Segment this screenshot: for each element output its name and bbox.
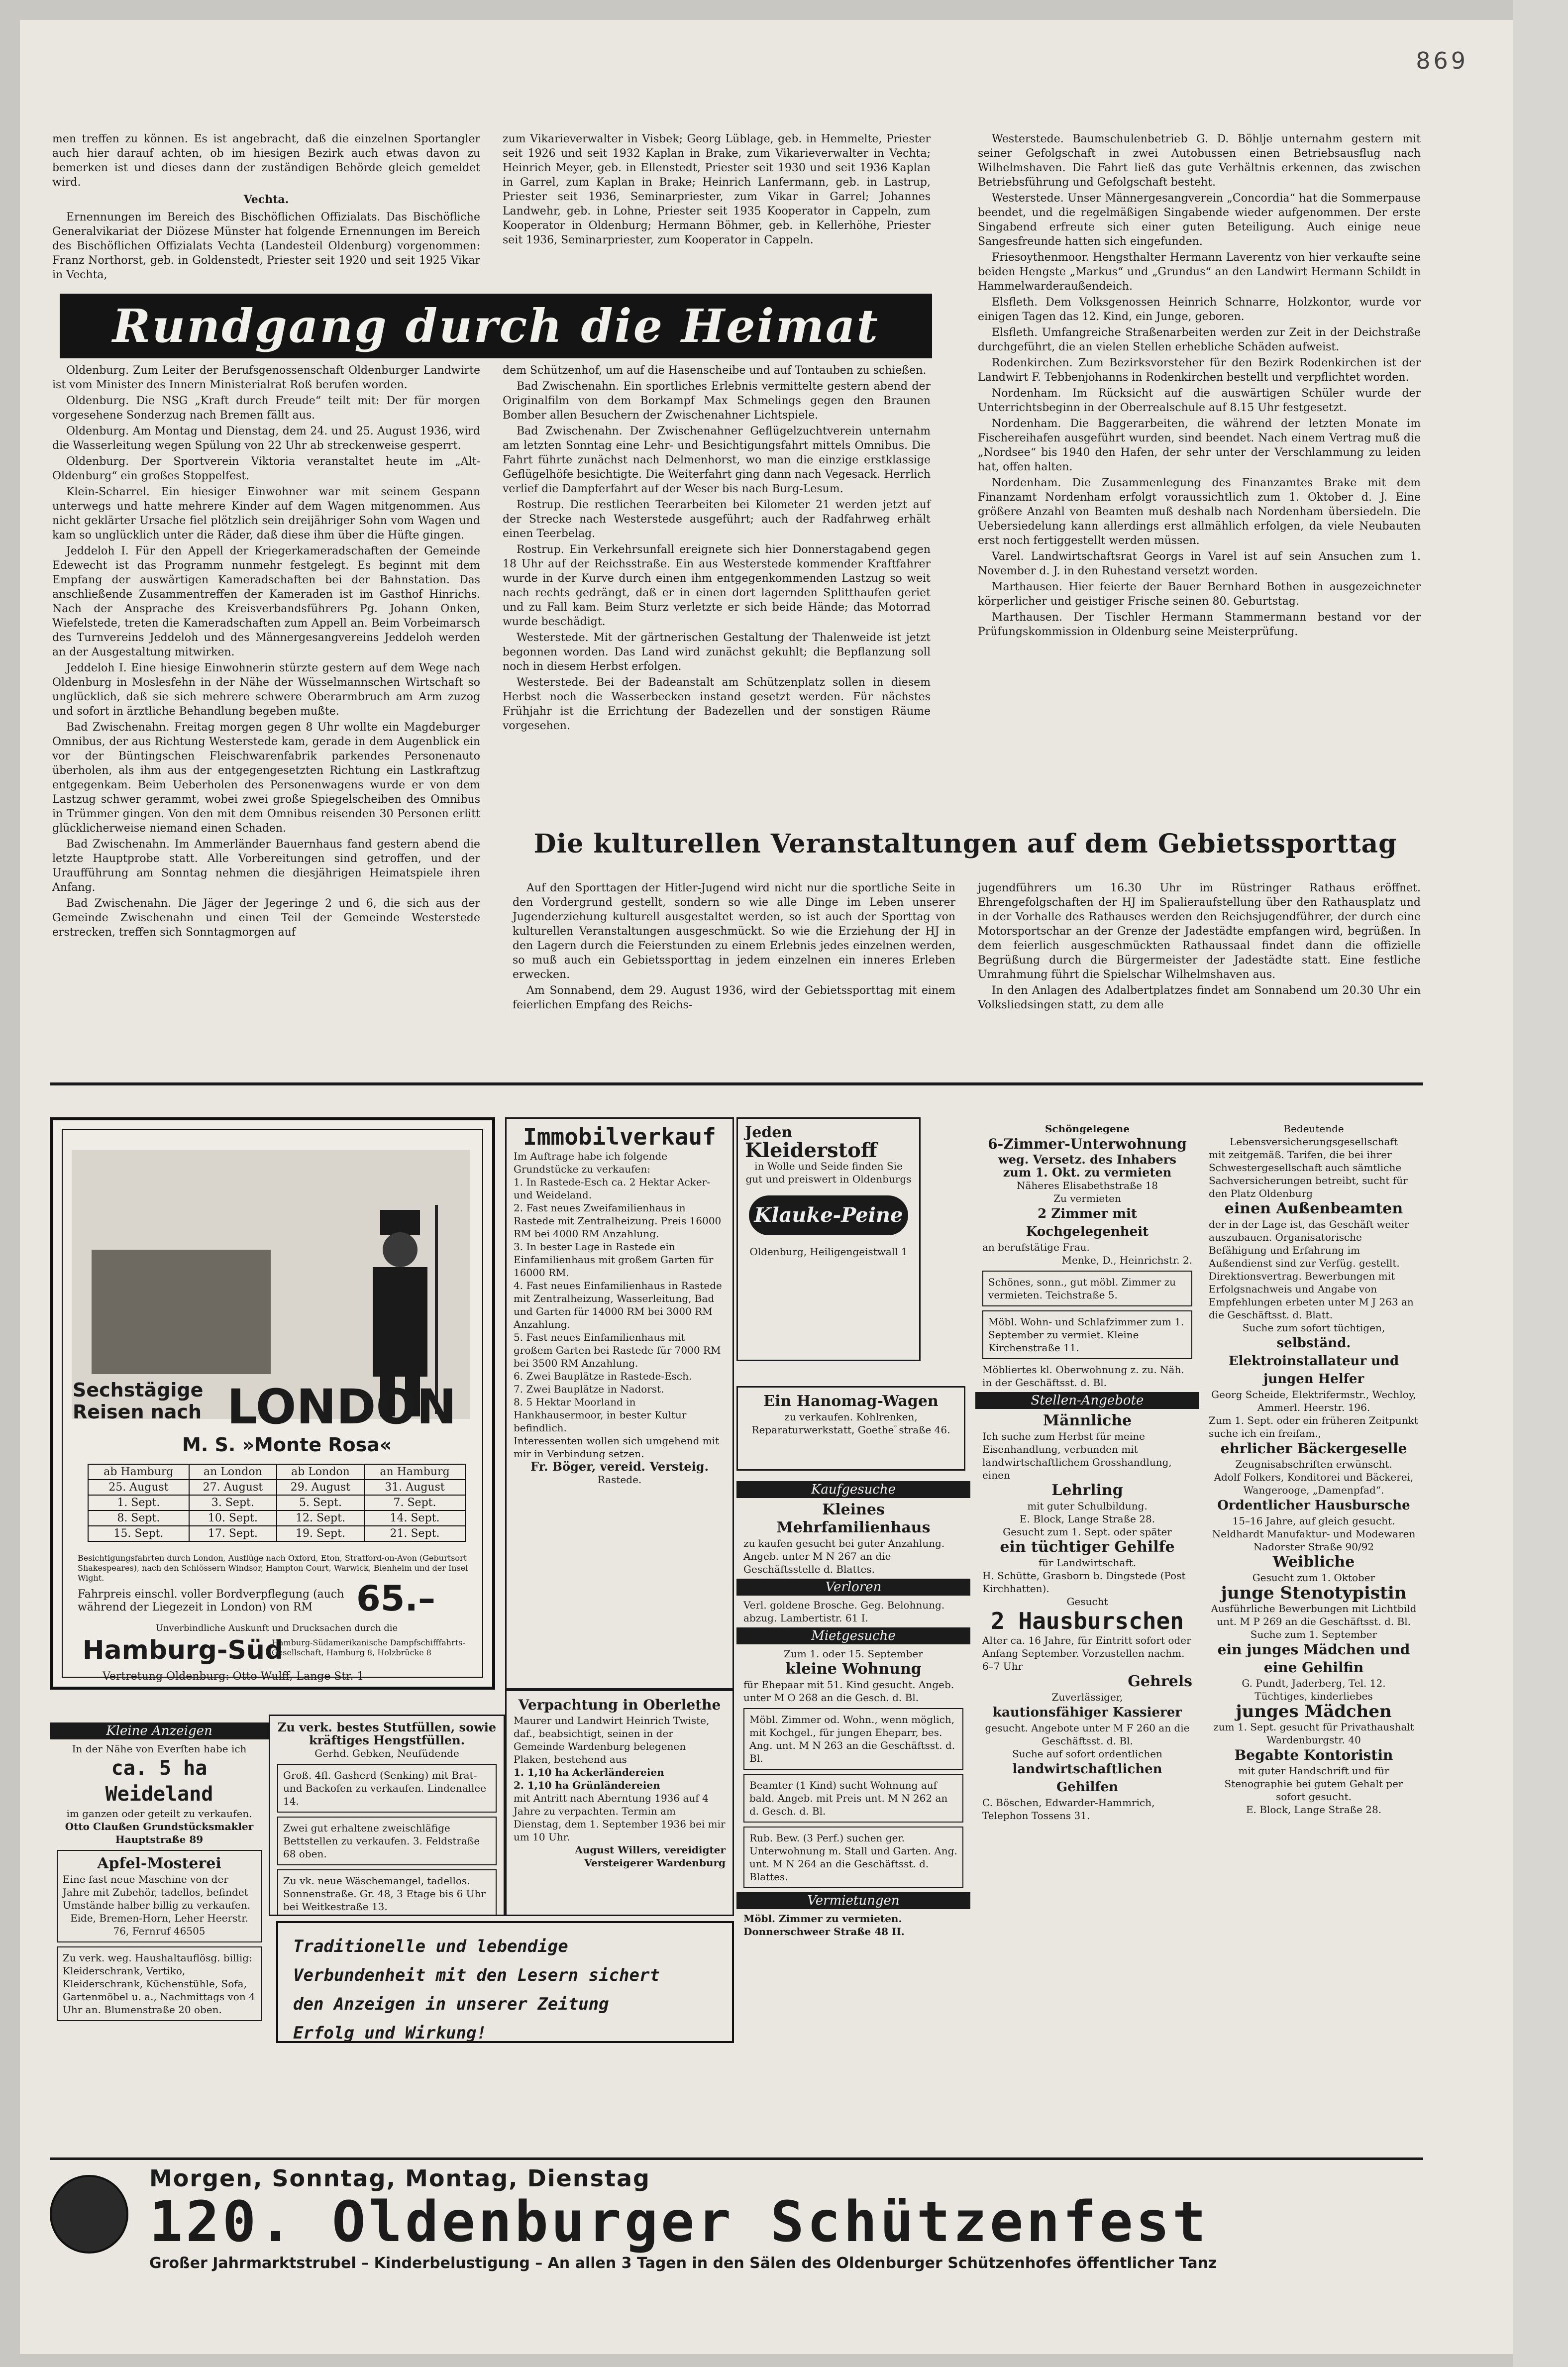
ad-text: Tüchtiges, kinderliebes: [1254, 1690, 1373, 1702]
table-header: ab Hamburg: [88, 1464, 189, 1480]
news-item: Jeddeloh I. Für den Appell der Kriegerkameradschaften der Gemeinde Edewecht ist das Programm nunmehr festgelegt. Es beginnt mit dem Empfang der auswärtigen Kameradschaften bei der Bahnstation. Das anschließende Zusammentreffen der Kameraden ist im Gasthof Hinrichs. Nach der Ansprache des Kreisverbandsführers Pg. Johann Onken, Wiefelstede, treten die Kameradschaften zum Appell an. Beim Vorbeimarsch des Turnvereins Jeddeloh und des Männergesangvereins Jeddeloh werden an der Ausgestaltung mitwirken.: [52, 545, 480, 658]
ad-text: In der Nähe von Everſten habe ich: [72, 1743, 247, 1755]
ad-title: Weibliche: [1272, 1553, 1355, 1571]
ad-text: mit Antritt nach Aberntung 1936 auf 4 Jahre zu verpachten. Termin am Dienstag, dem 1. September 1936 bei mir um 10 Uhr.: [514, 1792, 726, 1843]
ad-text: an berufstätige Frau.: [982, 1241, 1090, 1253]
schedule-table: [88, 1464, 466, 1542]
ship-name: M. S. »Monte Rosa«: [182, 1434, 392, 1456]
news-item: Marthausen. Hier feierte der Bauer Bernhard Bothen in ausgezeichneter körperlicher und geistiger Frische seinen 80. Geburtstag.: [978, 581, 1421, 608]
ad-text: 8. 5 Hektar Moorland in Hankhausermoor, in bester Kultur befindlich.: [514, 1396, 687, 1434]
representation: Vertretung Oldenburg: Otto Wulff, Lange Str. 1: [103, 1670, 364, 1683]
paragraph: jugendführers um 16.30 Uhr im Rüstringer Rathaus eröffnet. Ehrengefolgschaften der HJ im Spalieraufstellung über den Rathausplatz und in der Vorhalle des Rathauses werden den Reichsjugendführer, der durch eine Motorsportschar an der Grenze der Jadestädte empfangen wird, begrüßen. In dem feierlich ausgeschmückten Rathaussaal findet dann die offizielle Begrüßung durch die Bürgermeister der Jadestädte statt. Eine festliche Umrahmung führt die Spielschar Wilhelmshaven aus.: [978, 882, 1421, 981]
table-cell: 12. Sept.: [277, 1510, 364, 1526]
ad-text: zu kaufen gesucht bei guter Anzahlung. Angeb. unter M N 267 an die Geschäftsstelle d. Blattes.: [743, 1537, 945, 1575]
news-item: Bad Zwischenahn. Die Jäger der Jegeringe 2 und 6, die sich aus der Gemeinde Zwischenahn und einen Teil der Gemeinde Westerstede erstrecken, treffen sich Sonntagmorgen auf: [52, 897, 480, 939]
news-item: Westerstede. Bei der Badeanstalt am Schützenplatz sollen in diesem Herbst noch die Wasserbecken instand gesetzt werden. Für nächstes Frühjahr ist die Errichtung der Badezellen und der sonstigen Räume vorgesehen.: [503, 676, 931, 732]
ad-text: Zum 1. Sept. oder ein früheren Zeitpunkt suche ich ein freiſam.,: [1209, 1414, 1418, 1439]
news-item: Westerstede. Mit der gärtnerischen Gestaltung der Thalenweide ist jetzt begonnen worden. Das Land wird zunächst gekuhlt; die Bepflanzung soll noch in diesem Herbst erfolgen.: [503, 632, 931, 673]
slogan-line: den Anzeigen in unserer Zeitung: [293, 1994, 609, 2014]
top-article-col1: [52, 132, 480, 284]
ad-text: Zwei gut erhaltene zweischläfige Bettstellen zu verkaufen. 3. Feldstraße 68 oben.: [277, 1817, 497, 1865]
right-ads-column: [1202, 1117, 1426, 2073]
news-item: Rodenkirchen. Zum Bezirksvorsteher für den Bezirk Rodenkirchen ist der Landwirt F. Tebbenjohanns in Rodenkirchen bestellt und verpflichtet worden.: [978, 357, 1421, 384]
section-bar: Mietgesuche: [736, 1627, 970, 1644]
company-name: Hamburg-Süd: [83, 1635, 284, 1665]
london-travel-ad: [50, 1117, 495, 1690]
section-bar: Stellen-Angebote: [975, 1392, 1199, 1409]
table-cell: 10. Sept.: [189, 1510, 277, 1526]
footer-details: Großer Jahrmarktstrubel – Kinderbelustigung – An allen 3 Tagen in den Sälen des Oldenburger Schützenhofes öffentlicher Tanz: [149, 2255, 1217, 2272]
news-item: Bad Zwischenahn. Im Ammerländer Bauernhaus fand gestern abend die letzte Hauptprobe statt. Alle Vorbereitungen sind getroffen, und der Uraufführung am Sonntag nehmen die diesjährigen Heimatspiele ihren Anfang.: [52, 838, 480, 894]
ad-text: 3. In bester Lage in Rastede ein Einfamilienhaus mit großem Garten für 16000 RM.: [514, 1241, 714, 1279]
ad-title: einen Außenbeamten: [1224, 1200, 1403, 1217]
ad-title: kleine Wohnung: [785, 1660, 922, 1678]
news-item: Elsfleth. Dem Volksgenossen Heinrich Schnarre, Holzkontor, wurde vor einigen Tagen das 12. Kind, ein Junge, geboren.: [978, 296, 1421, 323]
section-bar: Kleine Anzeigen: [50, 1722, 269, 1739]
tradition-slogan: [276, 1921, 734, 2043]
ad-title: ein junges Mädchen und eine Gehilfin: [1217, 1641, 1410, 1676]
ad-text: Rub. Bew. (3 Perf.) suchen ger. Unterwohnung m. Stall und Garten. Ang. unt. M N 264 an die Geschäftsst. d. Blattes.: [743, 1827, 963, 1888]
ad-address: Oldenburg, Heiligengeistwall 1: [749, 1246, 908, 1258]
slogan-line: Verbundenheit mit den Lesern sichert: [293, 1965, 660, 1985]
ad-text: Gesucht zum 1. Oktober: [1252, 1572, 1375, 1584]
ad-text: Eine fast neue Maschine von der Jahre mit Zubehör, tadellos, befindet Umstände halber billig zu verkaufen.: [63, 1873, 251, 1911]
ad-text: 4. Fast neues Einfamilienhaus in Rastede mit Zentralheizung, Wasserleitung, Bad und Garten für 14000 RM bei 3000 RM Anzahlung.: [514, 1280, 722, 1330]
news-item: dem Schützenhof, um auf die Hasenscheibe und auf Tontauben zu schießen.: [503, 364, 927, 377]
ad-sign: Fr. Böger, vereid. Versteig.: [530, 1459, 709, 1474]
ad-title: selbständ. Elektroinstallateur und jungen Helfer: [1228, 1336, 1399, 1387]
news-item: Westerstede. Unser Männergesangverein „Concordia“ hat die Sommerpause beendet, und die regelmäßigen Singabende wieder aufgenommen. Der erste Singabend erfreute sich einer guten Beteiligung. Auch einige neue Sangesfreunde hatten sich eingefunden.: [978, 192, 1421, 248]
news-item: Nordenham. Die Zusammenlegung des Finanzamtes Brake mit dem Finanzamt Nordenham erfolgt voraussichtlich zum 1. Oktober d. J. Eine größere Anzahl von Beamten muß deshalb nach Nordenham übersiedeln. Die Uebersiedelung kann allerdings erst allmählich erfolgen, da viele Neubauten erst noch fertiggestellt werden müssen.: [978, 477, 1421, 547]
excursion-note: Besichtigungsfahrten durch London, Ausflüge nach Oxford, Eton, Stratford-on-Avon (Geburtsort Shakespeares), nach den Schlössern Windsor, Hampton Court, Warwick, Blenheim und der Insel Wight.: [78, 1553, 468, 1583]
news-item: Bad Zwischenahn. Freitag morgen gegen 8 Uhr wollte ein Magdeburger Omnibus, der aus Richtung Westerstede kam, gerade in dem Augenblick ein vor der Büntingschen Fleischwarenfabrik parkendes Personenauto überholen, als ihm aus der entgegengesetzten Richtung ein Lastkraftzug entgegenkam. Beim Ueberholen des Personenwagens wurde er von dem Lastzug schwer gerammt, wobei zwei große Spiegelscheiben des Omnibus in Trümmer gingen. Von den mit dem Omnibus reisenden 30 Personen erlitt glücklicherweise niemand einen Schaden.: [52, 721, 480, 835]
ad-text: in Wolle und Seide finden Sie gut und preiswert in Oldenburgs: [745, 1160, 912, 1185]
table-cell: 29. August: [277, 1480, 364, 1495]
misc-ads: [269, 1715, 505, 1916]
dateline-vechta: Vechta.: [243, 193, 289, 206]
company-sub: Hamburg-Südamerikanische Dampfschifffahrts-Gesellschaft, Hamburg 8, Holzbrücke 8: [272, 1638, 465, 1657]
ad-text: Bedeutende Lebensversicherungsgesellschaft: [1230, 1123, 1398, 1148]
paragraph: Ernennungen im Bereich des Bischöflichen Offizialats. Das Bischöfliche Generalvikariat der Diözese Münster hat folgende Ernennungen im Bereich des Bischöflichen Offizialats Vechta (Landesteil Oldenburg) vorgenommen: Franz Northorst, geb. in Goldenstedt, Priester seit 1920 und seit 1925 Vikar in Vechta,: [52, 211, 480, 281]
ad-text: im ganzen oder geteilt zu verkaufen.: [66, 1808, 252, 1820]
ad-title: Ein Hanomag-Wagen: [763, 1393, 939, 1410]
ad-text: Gesucht zum 1. Sept. oder später: [1003, 1526, 1172, 1538]
ad-text: Möbl. Wohn- und Schlafzimmer zum 1. September zu vermiet. Kleine Kirchenstraße 11.: [982, 1310, 1192, 1359]
table-cell: 8. Sept.: [88, 1510, 189, 1526]
fare-text: Fahrpreis einschl. voller Bordverpflegung (auch während der Liegezeit in London) von RM: [78, 1588, 344, 1614]
ad-text: mit guter Schulbildung.: [1027, 1500, 1148, 1512]
ad-text: 5. Fast neues Einfamilienhaus mit großem Garten bei Rastede für 7000 RM bei 3500 RM Anzahlung.: [514, 1331, 721, 1369]
ad-text: Möbliertes kl. Oberwohnung z. zu. Näh. in der Geschäftsst. d. Bl.: [982, 1364, 1184, 1389]
top-article-col2: [503, 132, 931, 249]
ad-text: gesucht. Angebote unter M F 260 an die Geschäftsst. d. Bl.: [985, 1722, 1190, 1747]
ad-sign: H. Schütte, Grasborn b. Dingstede (Post Kirchhatten).: [982, 1570, 1186, 1595]
news-item: Klein-Scharrel. Ein hiesiger Einwohner war mit seinem Gespann unterwegs und hatte mehrere Kinder auf dem Wagen mitgenommen. Aus nicht geklärter Ursache fiel plötzlich sein dreijähriger Sohn vom Wagen und kam so unglücklich unter die Räder, daß diese ihm über die Hüfte gingen.: [52, 486, 480, 541]
ad-title: 2 Hausburschen: [991, 1608, 1184, 1634]
ad-text: mit zeitgemäß. Tarifen, die bei ihrer Schwestergesellschaft auch sämtliche Sachversicherungen betreibt, sucht für den Platz Oldenburg: [1209, 1149, 1408, 1199]
headline-gebietssporttag: Die kulturellen Veranstaltungen auf dem Gebietssporttag: [533, 829, 1397, 859]
ad-city: LONDON: [227, 1379, 457, 1435]
news-col2: [503, 363, 931, 735]
page-number: 869: [1416, 47, 1468, 74]
section-banner: Rundgang durch die Heimat: [60, 294, 932, 358]
ad-title: Männliche: [1043, 1412, 1132, 1429]
ad-sign: E. Block, Lange Straße 28.: [1019, 1513, 1155, 1525]
ad-text: Ausführliche Bewerbungen mit Lichtbild unt. M P 269 an die Geschäftsst. d. Bl.: [1211, 1603, 1417, 1627]
ad-sign: C. Böschen, Edwarder-Hammrich, Telephon Tossens 31.: [982, 1797, 1155, 1822]
ad-sign: G. Pundt, Jaderberg, Tel. 12.: [1242, 1677, 1386, 1689]
ad-text: Zum 1. oder 15. September: [784, 1648, 923, 1660]
kleiderstoff-ad: [736, 1117, 921, 1361]
ad-text: 15–16 Jahre, auf gleich gesucht.: [1232, 1515, 1395, 1527]
ad-text: Alter ca. 16 Jahre, für Eintritt sofort oder Anfang September. Vorzustellen nachm. 6–7 Uhr: [982, 1634, 1191, 1672]
news-item: Rostrup. Die restlichen Teerarbeiten bei Kilometer 21 werden jetzt auf der Strecke nach Westerstede ausgeführt; auch der Radfahrweg erhält einen Teerbelag.: [503, 499, 931, 540]
table-cell: 7. Sept.: [364, 1495, 465, 1510]
footer-title: 120. Oldenburger Schützenfest: [149, 2190, 1209, 2255]
ad-sign: Eide, Bremen-Horn, Leher Heerstr. 76, Fernruf 46505: [70, 1912, 248, 1937]
ad-text: Zuverlässiger,: [1051, 1691, 1123, 1703]
section-divider: [50, 1082, 1423, 1085]
ad-title: junges Mädchen: [1236, 1702, 1392, 1721]
ad-text: Interessenten wollen sich umgehend mit mir in Verbindung setzen.: [514, 1435, 720, 1460]
news-item: Oldenburg. Der Sportverein Viktoria veranstaltet heute im „Alt-Oldenburg“ ein großes Stoppelfest.: [52, 455, 480, 482]
ad-sign: Menke, D., Heinrichstr. 2.: [1061, 1254, 1192, 1266]
classified-column: [736, 1473, 970, 2065]
ad-text: 1. In Rastede-Esch ca. 2 Hektar Acker- und Weideland.: [514, 1176, 710, 1201]
ad-text: Maurer und Landwirt Heinrich Twiste, daf., beabsichtigt, seinen in der Gemeinde Wardenburg belegenen Plaken, bestehend aus: [514, 1715, 710, 1765]
slogan-line: Traditionelle und lebendige: [293, 1937, 568, 1956]
lease-ad: [505, 1690, 734, 1916]
table-cell: 25. August: [88, 1480, 189, 1495]
ad-text: Zu vk. neue Wäschemangel, tadellos. Sonnenstraße. Gr. 48, 3 Etage bis 6 Uhr bei Weitkestraße 13.: [277, 1869, 497, 1916]
ad-text: Groß. 4fl. Gasherd (Senking) mit Brat- und Backofen zu verkaufen. Lindenallee 14.: [277, 1764, 497, 1813]
ad-sign: Georg Scheide, Elektrifermstr., Wechloy, Ammerl. Heerstr. 196.: [1211, 1389, 1416, 1413]
ad-text: Gesucht: [1066, 1596, 1108, 1608]
news-item: Oldenburg. Am Montag und Dienstag, dem 24. und 25. August 1936, wird die Wasserleitung wegen Spülung von 22 Uhr ab streckenweise gesperrt.: [52, 425, 480, 452]
tower-building: [92, 1250, 271, 1374]
footer-dates: Morgen, Sonntag, Montag, Dienstag: [149, 2165, 650, 2192]
job-ads-column: [975, 1117, 1199, 2073]
ad-item: 1. 1,10 ha Ackerländereien: [514, 1766, 664, 1778]
coat-of-arms-icon: [50, 2175, 128, 2254]
ad-text: Suche zum 1. September: [1250, 1628, 1377, 1640]
news-item: Westerstede. Baumschulenbetrieb G. D. Böhlje unternahm gestern mit seiner Gefolgschaft in zwei Autobussen einen Betriebsausflug nach Wilhelmshaven. Die Fahrt ließ das gute Verhältnis erkennen, das zwischen Betriebsführung und Gefolgschaft besteht.: [978, 133, 1421, 189]
news-item: Oldenburg. Die NSG „Kraft durch Freude“ teilt mit: Der für morgen vorgesehene Sonderzug nach Bremen fällt aus.: [52, 395, 480, 422]
ad-text: 7. Zwei Bauplätze in Nadorst.: [514, 1383, 664, 1395]
ad-text: mit guter Handschrift und für Stenographie bei gutem Gehalt per sofort gesucht.: [1224, 1765, 1403, 1803]
ad-title: Kleines Mehrfamilienhaus: [776, 1501, 931, 1536]
ad-text: Ich suche zum Herbst für meine Eisenhandlung, verbunden mit landwirtschaftlichem Grosshandlung, einen: [982, 1430, 1172, 1481]
ad-text: Näheres Elisabethstraße 18: [1016, 1180, 1158, 1191]
table-header: an Hamburg: [364, 1464, 465, 1480]
table-cell: 21. Sept.: [364, 1526, 465, 1541]
news-item: Bad Zwischenahn. Ein sportliches Erlebnis vermittelte gestern abend der Originalfilm von dem Borkampf Max Schmelings gegen den Braunen Bomber allen Besuchern der Zwischenahner Lichtspiele.: [503, 380, 931, 422]
ad-text: 2. Fast neues Zweifamilienhaus in Rastede mit Zentralheizung. Preis 16000 RM bei 4000 RM Anzahlung.: [514, 1202, 722, 1240]
table-cell: 19. Sept.: [277, 1526, 364, 1541]
ad-title: landwirtschaftlichen Gehilfen: [1012, 1762, 1162, 1795]
tagline-line2: Reisen nach: [73, 1401, 202, 1423]
table-header: ab London: [277, 1464, 364, 1480]
ad-title: junge Stenotypistin: [1221, 1583, 1407, 1603]
ad-sign: Gerhd. Gebken, Neuſüdende: [314, 1747, 459, 1759]
paragraph: Am Sonnabend, dem 29. August 1936, wird der Gebietssporttag mit einem feierlichen Empfang des Reichs-: [513, 984, 955, 1011]
ad-text: der in der Lage ist, das Geschäft weiter auszubauen. Organisatorische Befähigung und Erfahrung im Außendienst sind zur Verfüg. gestellt. Direktionsvertrag. Bewerbungen mit Erfolgsnachweis und Angabe von Empfehlungen erbeten unter M J 263 an die Geschäftsst. d. Blatt.: [1209, 1218, 1414, 1321]
ad-title: Verpachtung in Oberlethe: [518, 1697, 721, 1713]
table-cell: 27. August: [189, 1480, 277, 1495]
ad-title: Kleiderstoff: [745, 1139, 877, 1162]
ad-item: 2. 1,10 ha Grünländereien: [514, 1779, 660, 1791]
table-cell: 31. August: [364, 1480, 465, 1495]
ad-title: Ordentlicher Hausbursche: [1217, 1498, 1410, 1513]
section-bar: Kaufgesuche: [736, 1481, 970, 1498]
ad-sign: August Willers, vereidigter Versteigerer Wardenburg: [575, 1844, 726, 1869]
tagline-line1: Sechstägige: [73, 1379, 204, 1401]
paragraph: men treffen zu können. Es ist angebracht, daß die einzelnen Sportangler auch hier darauf achten, ob im hiesigen Bezirk auch etwas davon zu bemerken ist und dieses dann der zuständigen Behörde gleich gemeldet wird.: [52, 133, 480, 189]
small-ads-column: [50, 1715, 269, 2157]
ad-title: Schöngelegene: [1045, 1123, 1130, 1135]
news-item: Nordenham. Die Baggerarbeiten, die während der letzten Monate im Fischereihafen ausgeführt wurden, sind beendet. Nach einem Vertrag muß die „Nordsee“ bis 1940 den Hafen, der sehr unter der Verschlammung zu leiden hat, offen halten.: [978, 418, 1421, 473]
table-cell: 15. Sept.: [88, 1526, 189, 1541]
ad-text: Zu verk. weg. Haushaltauflösg. billig: Kleiderschrank, Vertiko, Kleiderschrank, Küchenstühle, Sofa, Gartenmöbel u. a., Nachmittags von 4 Uhr an. Blumenstraße 20 oben.: [57, 1946, 262, 2021]
ad-title: Begabte Kontoristin: [1234, 1747, 1393, 1763]
ad-title: 6-Zimmer-Unterwohnung: [988, 1136, 1187, 1152]
tower-illustration: [72, 1150, 470, 1419]
news-item: Rostrup. Ein Verkehrsunfall ereignete sich hier Donnerstagabend gegen 18 Uhr auf der Reichsstraße. Ein aus Westerstede kommender Kraftfahrer wurde in der Kurve durch einen ihm entgegenkommenden Lastzug so weit nach rechts gedrängt, daß er in einen dort lagernden Splitthaufen geriet und zu Fall kam. Beim Sturz verletzte er sich beide Hände; das Motorrad wurde beschädigt.: [503, 543, 931, 628]
section-bar: Vermietungen: [736, 1892, 970, 1909]
ad-sign: Otto Claußen Grundstücksmakler Hauptstraße 89: [65, 1821, 254, 1845]
sporttag-col2: [978, 881, 1421, 1014]
paragraph: In den Anlagen des Adalbertplatzes findet am Sonnabend um 20.30 Uhr ein Volksliedsingen statt, zu dem alle: [978, 984, 1421, 1011]
ad-title: Apfel-Mosterei: [97, 1855, 221, 1872]
ad-place: Rastede.: [597, 1474, 642, 1486]
slogan-line: Erfolg und Wirkung!: [293, 2023, 487, 2043]
news-item: Friesoythenmoor. Hengsthalter Hermann Laverentz von hier verkaufte seine beiden Hengste „Markus“ und „Grundus“ an den Landwirt Hermann Schildt in Hammelwarderaußendeich.: [978, 251, 1421, 293]
ad-text: Zu vermieten: [1053, 1192, 1121, 1204]
news-col1: [52, 363, 480, 941]
ad-title: Immobilverkauf: [523, 1123, 716, 1150]
ad-text: Beamter (1 Kind) sucht Wohnung auf bald. Angeb. mit Preis unt. M N 262 an d. Gesch. d. Bl.: [743, 1774, 963, 1823]
ad-text: zum 1. Sept. gesucht für Privathaushalt Wardenburgstr. 40: [1213, 1721, 1414, 1746]
ad-text: Schönes, sonn., gut möbl. Zimmer zu vermieten. Teichstraße 5.: [982, 1271, 1192, 1306]
ad-text: Suche auf sofort ordentlichen: [1012, 1748, 1162, 1760]
ad-sign: E. Block, Lange Straße 28.: [1246, 1804, 1382, 1816]
news-item: Marthausen. Der Tischler Hermann Stammermann bestand vor der Prüfungskommission in Oldenburg seine Meisterprüfung.: [978, 611, 1421, 638]
ad-text: weg. Versetz. des Inhabers zum 1. Okt. zu vermieten: [998, 1152, 1176, 1180]
table-cell: 14. Sept.: [364, 1510, 465, 1526]
ad-title: ehrlicher Bäckergeselle: [1220, 1440, 1407, 1457]
table-cell: 17. Sept.: [189, 1526, 277, 1541]
news-col3: [978, 132, 1421, 641]
ad-text: zu verkaufen. Kohlrenken, Reparaturwerkstatt, Goetheﾟstraße 46.: [751, 1411, 950, 1436]
ad-sign: Neldhardt Manufaktur- und Modewaren Nadorster Straße 90/92: [1212, 1528, 1416, 1553]
real-estate-ad: [505, 1117, 734, 1690]
ad-text: 6. Zwei Bauplätze in Rastede-Esch.: [514, 1370, 692, 1382]
ad-text: Suche zum sofort tüchtigen,: [1242, 1322, 1385, 1334]
ad-sign: Adolf Folkers, Konditorei und Bäckerei, Wangerooge, „Damenpfad“.: [1214, 1471, 1414, 1496]
ad-title: kautionsfähiger Kassierer: [993, 1705, 1182, 1720]
news-item: Bad Zwischenahn. Der Zwischenahner Geflügelzuchtverein unternahm am letzten Sonntag eine Lehr- und Besichtigungsfahrt mittels Omnibus. Die Fahrt führte zunächst nach Delmenhorst, wo man die einzige erstklassige Geflügelhöfe besichtigte. Die Weiterfahrt ging dann nach Vegesack. Herrlich verlief die Dampferfahrt auf der Weser bis nach Burg-Lesum.: [503, 425, 931, 495]
ad-text: Möbl. Zimmer od. Wohn., wenn möglich, mit Kochgel., für jungen Eheparr, bes. Ang. unt. M N 263 an die Geschäftsst. d. Bl.: [743, 1708, 963, 1770]
table-cell: 1. Sept.: [88, 1495, 189, 1510]
footer-divider: [50, 2157, 1423, 2160]
paragraph: zum Vikarieverwalter in Visbek; Georg Lüblage, geb. in Hemmelte, Priester seit 1926 und seit 1932 Kaplan in Brake, zum Vikarieverwalter in Vechta; Heinrich Meyer, geb. in Ellenstedt, Priester seit 1930 und seit 1936 Kaplan in Garrel, zum Kaplan in Brake; Heinrich Lanfermann, geb. in Lastrup, Priester seit 1936, Seminarpriester, zum Vikar in Garrel; Johannes Landwehr, geb. in Lohne, Priester seit 1935 Kooperator in Cappeln, zum Kooperator in Oldenburg; Hermann Böhmer, geb. in Kellerhöhe, Priester seit 1936, Seminarpriester, zum Kooperator in Cappeln.: [503, 133, 931, 246]
news-item: Jeddeloh I. Eine hiesige Einwohnerin stürzte gestern auf dem Wege nach Oldenburg in Moslesfehn in der Nähe der Wüsselmannschen Wirtschaft so unglücklich, daß sie sich mehrere schwere Oberarmbruch am Arm zuzog und sofort in ärztliche Behandlung begeben mußte.: [52, 662, 480, 718]
ad-title: 2 Zimmer mit Kochgelegenheit: [1026, 1206, 1149, 1239]
ad-text: Zeugnisabschriften erwünscht.: [1235, 1458, 1392, 1470]
table-header: an London: [189, 1464, 277, 1480]
book-gutter: [1513, 0, 1568, 2367]
ad-text: für Ehepaar mit 51. Kind gesucht. Angeb. unter M O 268 an die Gesch. d. Bl.: [743, 1679, 954, 1704]
ad-title: Lehrling: [1051, 1482, 1123, 1499]
ad-title: Jeden: [745, 1124, 793, 1141]
ad-text: Verl. goldene Brosche. Geg. Belohnung. abzug. Lambertistr. 61 I.: [743, 1599, 945, 1624]
ad-text: für Landwirtschaft.: [1038, 1557, 1137, 1569]
news-item: Oldenburg. Zum Leiter der Berufsgenossenschaft Oldenburger Landwirte ist vom Minister des Innern Ministerialrat Roß berufen worden.: [52, 364, 480, 391]
ad-text: Im Auftrage habe ich folgende Grundstücke zu verkaufen:: [514, 1150, 668, 1175]
news-item: Elsfleth. Umfangreiche Straßenarbeiten werden zur Zeit in der Deichstraße durchgeführt, die an vielen Stellen erhebliche Schäden aufweist.: [978, 326, 1421, 353]
hanomag-ad: [736, 1386, 965, 1471]
brand-logo: Klauke-Peine: [749, 1195, 908, 1235]
fare-price: 65.–: [356, 1578, 436, 1619]
ad-sign: Gehrels: [1128, 1673, 1192, 1690]
news-item: Nordenham. Im Rücksicht auf die auswärtigen Schüler wurde der Unterrichtsbeginn in der Oberrealschule auf 8.15 Uhr festgesetzt.: [978, 387, 1421, 414]
ad-tagline: [73, 1379, 203, 1423]
table-cell: 3. Sept.: [189, 1495, 277, 1510]
table-cell: 5. Sept.: [277, 1495, 364, 1510]
section-bar: Verloren: [736, 1579, 970, 1596]
schuetzenfest-ad: [50, 2165, 1428, 2294]
sporttag-col1: [513, 881, 955, 1014]
ad-title: Zu verk. bestes Stutfüllen, sowie kräftiges Hengstfüllen.: [277, 1720, 497, 1747]
ad-title: ein tüchtiger Gehilfe: [1000, 1538, 1175, 1556]
ad-title: ca. 5 ha Weideland: [105, 1757, 213, 1806]
paragraph: Auf den Sporttagen der Hitler-Jugend wird nicht nur die sportliche Seite in den Vordergrund gestellt, sondern so wie alle Dinge im Leben unserer Jugenderziehung kulturell ausgestaltet werden, so ist auch der Sporttag von kulturellen Veranstaltungen ausgeschmückt. So wie die Erziehung der HJ in den Lagern durch die Feierstunden zu einem Erlebnis jedes einzelnen werden, so muß auch ein Gebietssporttag in jedem einzelnen ein inneres Erleben erwecken.: [513, 882, 955, 981]
news-item: Varel. Landwirtschaftsrat Georgs in Varel ist auf sein Ansuchen zum 1. November d. J. in den Ruhestand versetzt worden.: [978, 550, 1421, 577]
info-line: Unverbindliche Auskunft und Drucksachen durch die: [155, 1623, 398, 1633]
ad-text: Möbl. Zimmer zu vermieten. Donnerschweer Straße 48 II.: [743, 1913, 905, 1937]
